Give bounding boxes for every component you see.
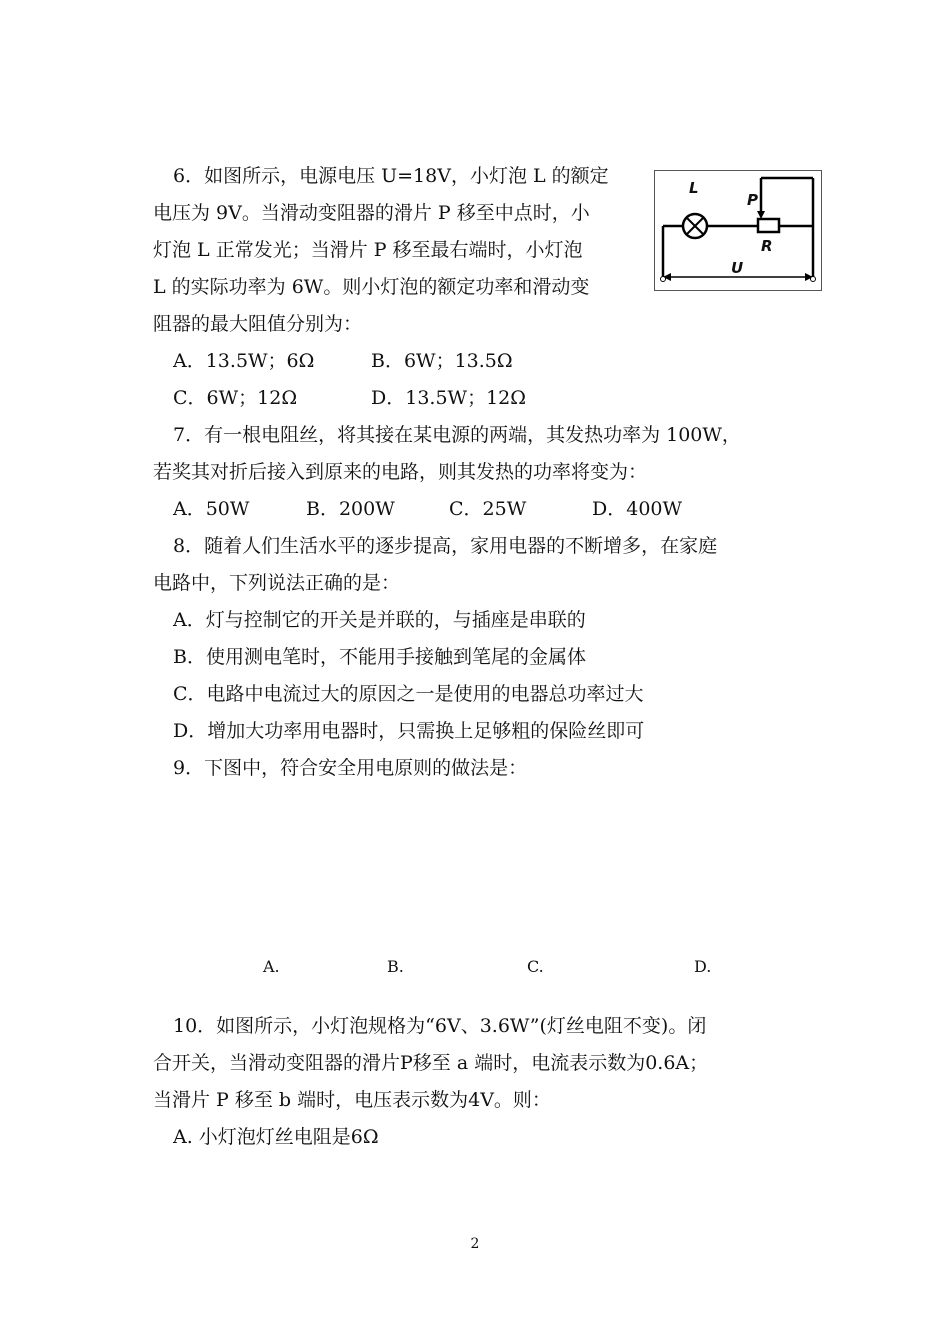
q6-line-4: L 的实际功率为 6W。则小灯泡的额定功率和滑动变 [153, 276, 590, 298]
terminal-right [811, 277, 816, 282]
q8-line-1: 8．随着人们生活水平的逐步提高，家用电器的不断增多，在家庭 [173, 535, 718, 557]
q10-line-2: 合开关，当滑动变阻器的滑片P移至 a 端时，电流表示数为0.6A； [153, 1052, 709, 1074]
q7-option-d: D．400W [592, 498, 683, 520]
q10-line-1: 10．如图所示，小灯泡规格为“6V、3.6W”(灯丝电阻不变)。闭 [173, 1015, 707, 1037]
slider-label: P [747, 191, 758, 209]
q9-image-label-a: A. [263, 957, 280, 976]
page-number: 2 [470, 1236, 480, 1252]
q6-option-c: C．6W；12Ω [173, 387, 298, 409]
q6-option-a: A．13.5W；6Ω [173, 350, 315, 372]
q7-line-1: 7．有一根电阻丝，将其接在某电源的两端，其发热功率为 100W， [173, 424, 741, 446]
q7-option-c: C．25W [449, 498, 527, 520]
q6-circuit-diagram [654, 170, 822, 291]
q8-option-b: B．使用测电笔时，不能用手接触到笔尾的金属体 [173, 646, 586, 668]
q8-option-a: A．灯与控制它的开关是并联的，与插座是串联的 [173, 609, 586, 631]
q6-line-1: 6．如图所示，电源电压 U=18V，小灯泡 L 的额定 [173, 165, 609, 187]
q7-option-b: B．200W [306, 498, 395, 520]
q6-line-3: 灯泡 L 正常发光；当滑片 P 移至最右端时，小灯泡 [153, 239, 583, 261]
q9-image-label-d: D. [694, 957, 712, 976]
q10-line-3: 当滑片 P 移至 b 端时，电压表示数为4V。则： [153, 1089, 551, 1111]
q9-image-label-b: B. [387, 957, 404, 976]
q6-option-d: D．13.5W；12Ω [371, 387, 526, 409]
q8-line-2: 电路中，下列说法正确的是： [153, 572, 401, 594]
q9-stem: 9．下图中，符合安全用电原则的做法是： [173, 757, 528, 779]
q7-option-a: A．50W [173, 498, 250, 520]
q9-image-label-c: C. [527, 957, 544, 976]
q7-line-2: 若奖其对折后接入到原来的电路，则其发热的功率将变为： [153, 461, 648, 483]
q6-option-b: B．6W；13.5Ω [371, 350, 513, 372]
lamp-label: L [689, 179, 699, 197]
q6-line-2: 电压为 9V。当滑动变阻器的滑片 P 移至中点时，小 [153, 202, 590, 224]
q6-line-5: 阻器的最大阻值分别为： [153, 313, 363, 335]
resistor-icon [758, 219, 779, 232]
voltage-label: U [731, 259, 744, 277]
q8-option-c: C．电路中电流过大的原因之一是使用的电器总功率过大 [173, 683, 644, 705]
q10-option-a: A. 小灯泡灯丝电阻是6Ω [173, 1126, 379, 1148]
q8-option-d: D．增加大功率用电器时，只需换上足够粗的保险丝即可 [173, 720, 645, 742]
resistor-label: R [761, 237, 773, 255]
terminal-left [661, 277, 666, 282]
